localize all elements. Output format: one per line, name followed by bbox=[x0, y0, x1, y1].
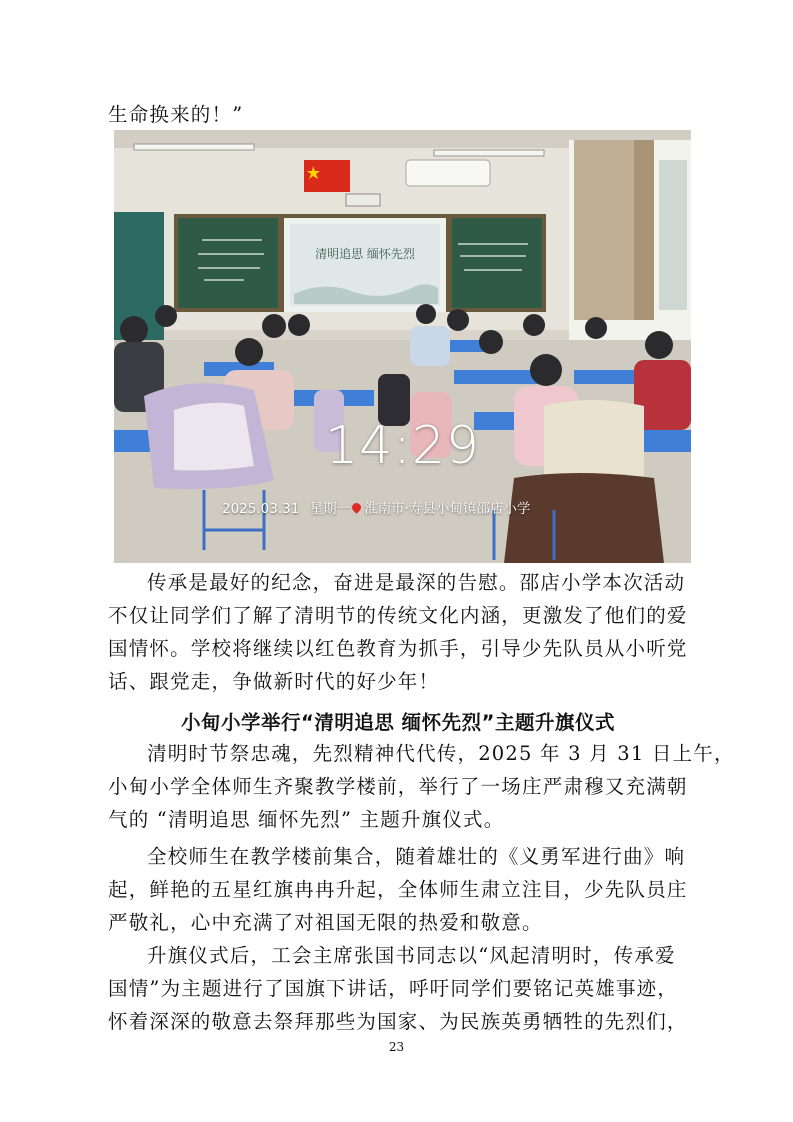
classroom-photo bbox=[114, 130, 691, 563]
timestamp-info bbox=[222, 497, 530, 517]
paragraph-ceremony bbox=[108, 840, 688, 939]
text-line: 话、跟党走，争做新时代的好少年！ bbox=[108, 670, 440, 693]
paragraph-conclusion bbox=[108, 566, 688, 698]
timestamp-time: 14:29 bbox=[325, 416, 480, 476]
text-line: 生命换来的！” bbox=[108, 103, 244, 126]
text-line: 不仅让同学们了解了清明节的传统文化内涵，更激发了他们的爱 bbox=[108, 604, 688, 627]
screen-title: 清明追思 缅怀先烈 bbox=[315, 247, 415, 261]
text-line: 气的 “清明追思 缅怀先烈” 主题升旗仪式。 bbox=[108, 808, 505, 831]
text-line: 清明时节祭忠魂，先烈精神代代传，2025 年 3 月 31 日上午， bbox=[147, 742, 735, 765]
section-heading: 小甸小学举行“清明追思 缅怀先烈”主题升旗仪式 bbox=[181, 711, 615, 734]
text-line: 小甸小学全体师生齐聚教学楼前，举行了一场庄严肃穆又充满朝 bbox=[108, 775, 688, 798]
timestamp-date: 2025.03.31 bbox=[222, 501, 300, 517]
text-line: 起，鲜艳的五星红旗冉冉升起，全体师生肃立注目，少先队员庄 bbox=[108, 878, 688, 901]
text-line: 传承是最好的纪念，奋进是最深的告慰。邵店小学本次活动 bbox=[147, 571, 686, 594]
page-number: 23 bbox=[388, 1040, 405, 1054]
paragraph-speech bbox=[108, 939, 688, 1038]
top-line bbox=[108, 98, 688, 131]
timestamp-weekday: 星期一 bbox=[309, 501, 351, 517]
text-line: 升旗仪式后，工会主席张国书同志以“风起清明时，传承爱 bbox=[147, 944, 676, 967]
text-line: 怀着深深的敬意去祭拜那些为国家、为民族英勇牺牲的先烈们， bbox=[108, 1010, 688, 1033]
paragraph-intro bbox=[108, 737, 735, 836]
text-line: 国情”为主题进行了国旗下讲话，呼吁同学们要铭记英雄事迹， bbox=[108, 977, 679, 1000]
timestamp-location: 淮南市·寿县小甸镇邵店小学 bbox=[364, 501, 531, 517]
text-line: 严敬礼，心中充满了对祖国无限的热爱和敬意。 bbox=[108, 911, 543, 934]
location-pin-icon bbox=[350, 501, 363, 514]
text-line: 国情怀。学校将继续以红色教育为抓手，引导少先队员从小听党 bbox=[108, 637, 688, 660]
text-line: 全校师生在教学楼前集合，随着雄壮的《义勇军进行曲》响 bbox=[147, 845, 686, 868]
